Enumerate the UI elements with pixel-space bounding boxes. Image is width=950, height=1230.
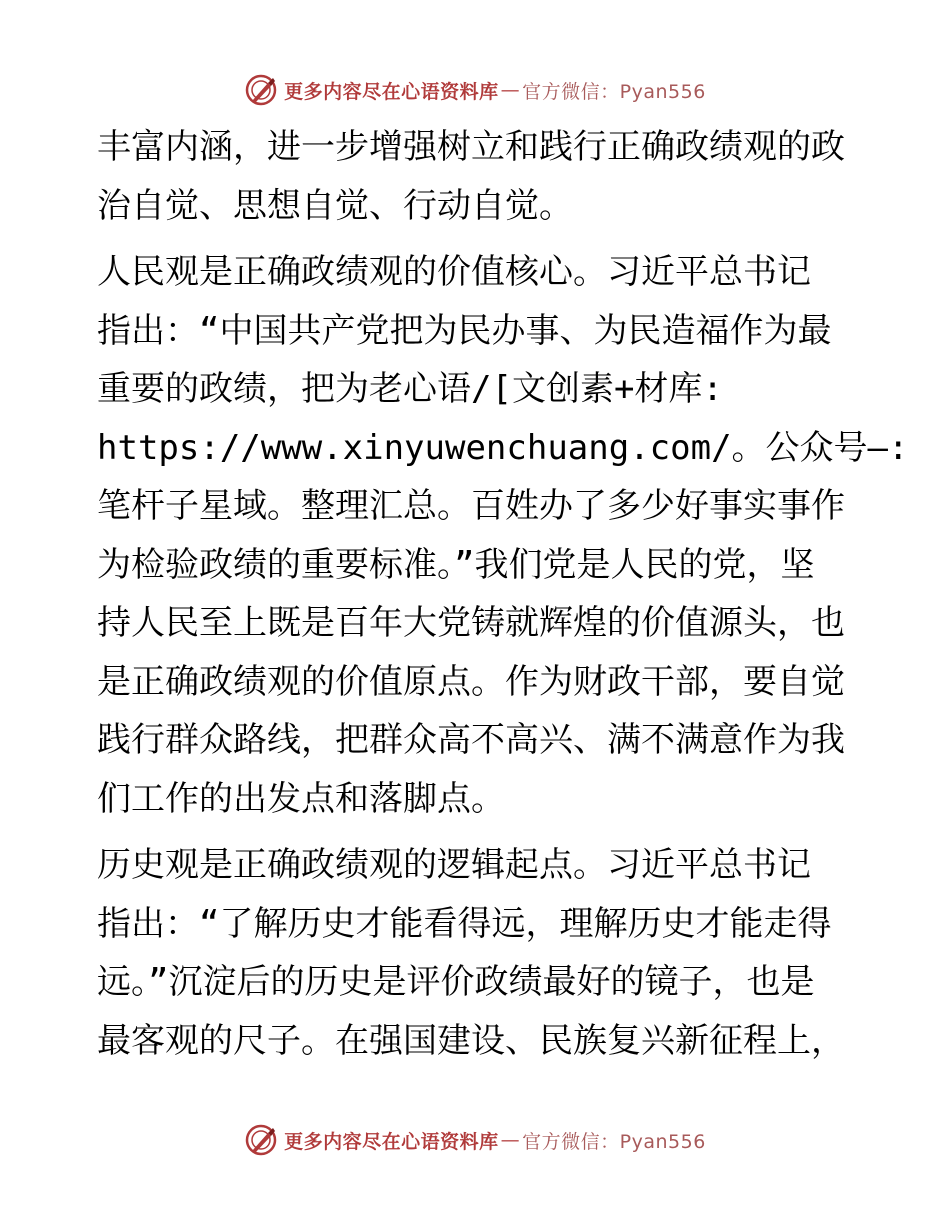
banner-separator: — (500, 1129, 521, 1151)
text-line: 为检验政绩的重要标准。”我们党是人民的党，坚 (97, 544, 815, 585)
text-line: 历史观是正确政绩观的逻辑起点。习近平总书记 (97, 845, 811, 885)
text-line: 远。”沉淀后的历史是评价政绩最好的镜子，也是 (97, 962, 815, 1002)
text-line: 人民观是正确政绩观的价值核心。习近平总书记 (97, 252, 811, 292)
banner-wechat-text: 官方微信：Pyan556 (522, 1130, 706, 1153)
text-line: 重要的政绩，把为老心语/[文创素+材库: (97, 369, 723, 409)
paragraph-3 (97, 836, 857, 1070)
banner-brand-text: 更多内容尽在心语资料库 (284, 80, 499, 103)
text-line: 丰富内涵，进一步增强树立和践行正确政绩观的政 (97, 127, 845, 167)
text-line: https://www.xinyuwenchuang.com/。公众号—: (97, 427, 909, 468)
text-line: 指出：“中国共产党把为民办事、为民造福作为最 (97, 310, 832, 351)
banner-separator: — (500, 79, 521, 101)
text-line: 践行群众路线，把群众高不高兴、满不满意作为我 (97, 720, 845, 760)
pen-logo-icon (244, 1123, 278, 1157)
text-line: 治自觉、思想自觉、行动自觉。 (97, 185, 573, 226)
header-watermark-banner (0, 70, 950, 110)
footer-watermark-banner (0, 1120, 950, 1160)
text-line: 持人民至上既是百年大党铸就辉煌的价值源头，也 (97, 603, 845, 643)
banner-brand-text: 更多内容尽在心语资料库 (284, 1130, 499, 1153)
text-line: 最客观的尺子。在强国建设、民族复兴新征程上， (97, 1020, 845, 1061)
banner-wechat-text: 官方微信：Pyan556 (522, 80, 706, 103)
document-body (97, 118, 909, 1070)
paragraph-2 (97, 243, 909, 828)
text-line: 是正确政绩观的价值原点。作为财政干部，要自觉 (97, 661, 845, 702)
text-line: 笔杆子星域。整理汇总。百姓办了多少好事实事作 (97, 486, 845, 526)
paragraph-1 (97, 118, 857, 235)
text-line: 们工作的出发点和落脚点。 (97, 778, 505, 819)
text-line: 指出：“了解历史才能看得远，理解历史才能走得 (97, 903, 832, 944)
pen-logo-icon (244, 73, 278, 107)
